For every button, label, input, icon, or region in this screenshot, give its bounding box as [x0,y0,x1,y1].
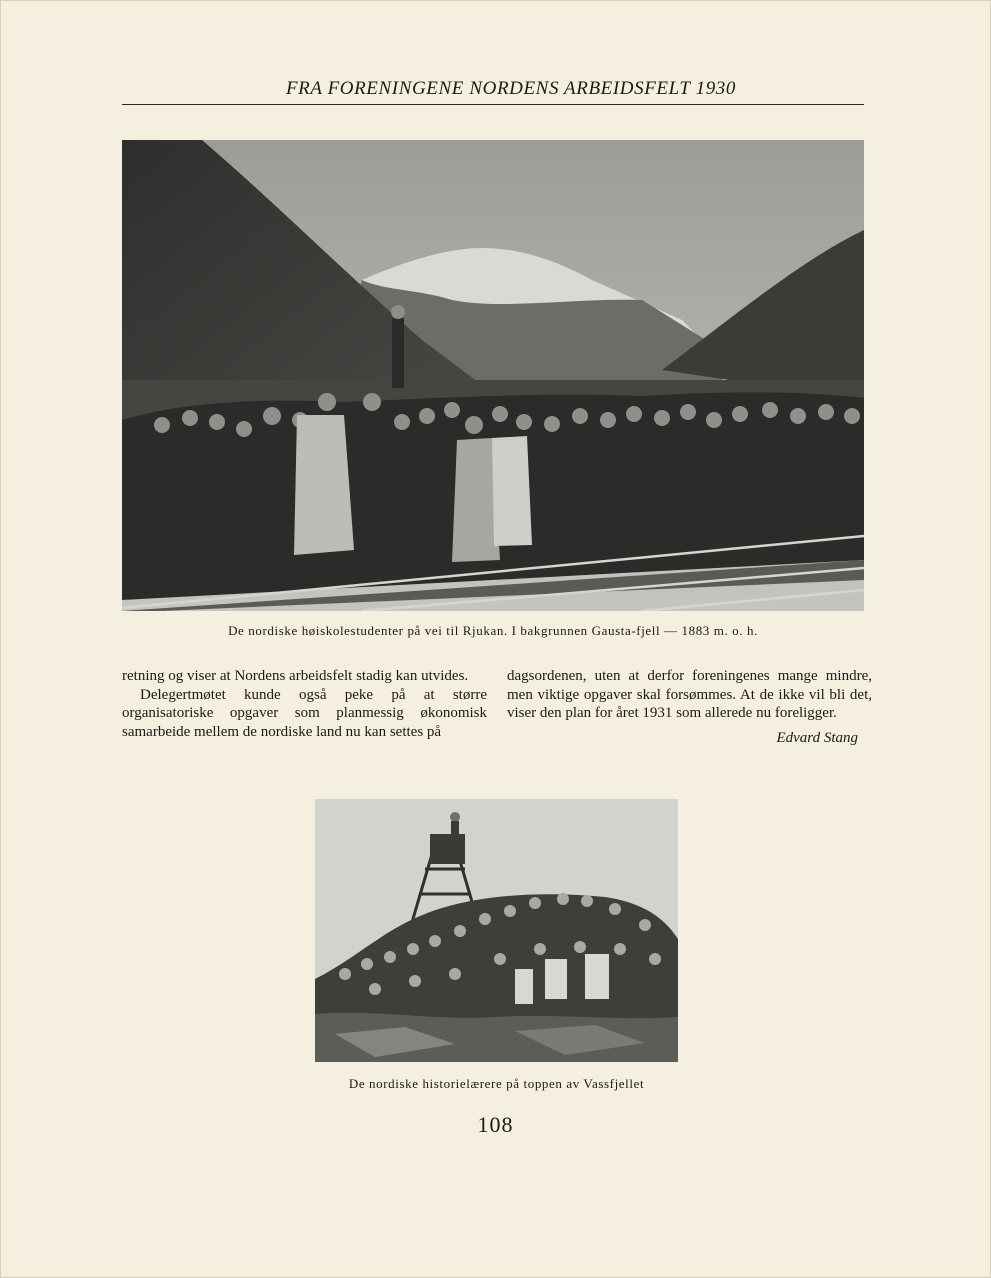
paragraph: Delegertmøtet kunde også peke på at større organisatoriske opgaver som planmessig økonomisk samarbeide mellem de nordiske land nu kan settes på [122,686,487,740]
page-number: 108 [477,1112,514,1137]
running-title: FRA FORENINGENE NORDENS ARBEIDSFELT 1930 [285,78,736,99]
paragraph: retning og viser at Nordens arbeidsfelt stadig kan utvides. [122,668,469,684]
author-signature: Edvard Stang [776,729,858,746]
photo-caption: De nordiske høiskolestudenter på vei til Rjukan. I bakgrunnen Gausta-fjell — 1883 m. o. h. [228,623,758,638]
photo-students-rjukan [122,140,864,611]
text-column-left [122,667,487,741]
text-column-right [507,667,872,747]
photo-caption: De nordiske historielærere på toppen av Vassfjellet [348,1076,645,1091]
photo-teachers-vassfjellet [315,799,678,1062]
paragraph: dagsordenen, uten at derfor foreningenes mange mindre, men viktige opgaver skal forsømmes. At de ikke vil bli det, viser den plan for året 1931 som allerede nu foreligger. [507,668,872,721]
header-rule [122,104,864,105]
